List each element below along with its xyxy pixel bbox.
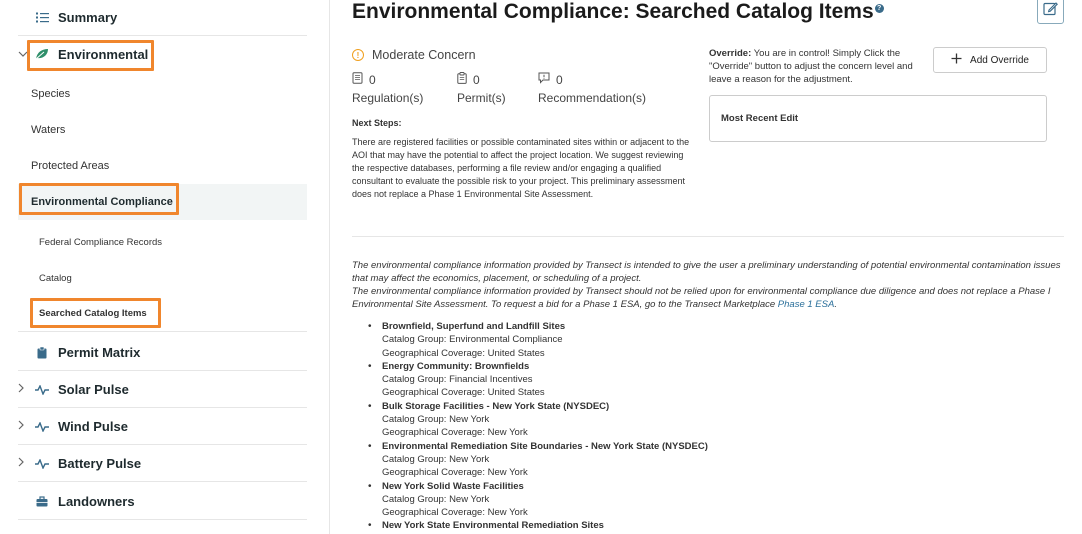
divider [352, 236, 1064, 237]
catalog-item [366, 480, 708, 520]
sidebar-item-label: Environmental [58, 46, 149, 62]
add-override-label: Add Override [970, 54, 1029, 66]
permits-label: Permit(s) [457, 91, 506, 105]
sidebar-item-waters[interactable] [18, 112, 307, 148]
briefcase-icon [34, 494, 50, 510]
catalog-item-coverage: Geographical Coverage: New York [382, 427, 528, 439]
sidebar-item-label: Wind Pulse [58, 419, 128, 434]
catalog-item-coverage: Geographical Coverage: United States [382, 347, 545, 359]
next-steps-text: There are registered facilities or possible contaminated sites within or adjacent to the AOI that may have the potential to affect the project location. We suggest reviewing the respective databases, performing a file review and/or engaging a qualified consultant to evaluate the possible risk to your project. This preliminary assessment does not replace a Phase 1 Environmental Site Assessment. [352, 137, 690, 199]
sidebar-item-federal-compliance-records[interactable] [18, 224, 307, 260]
warning-icon: ! [352, 49, 364, 61]
sidebar-item-summary[interactable] [18, 0, 307, 36]
catalog-item-coverage: Geographical Coverage: New York [382, 467, 528, 479]
catalog-item-name: • New York Solid Waste Facilities [382, 480, 524, 492]
edit-icon [1043, 1, 1058, 21]
edit-button[interactable] [1037, 0, 1064, 24]
recommendations-label: Recommendation(s) [538, 91, 647, 105]
chevron-right-icon[interactable] [18, 457, 28, 470]
clipboard-icon [34, 345, 50, 361]
comment-icon [538, 72, 550, 87]
most-recent-edit-label: Most Recent Edit [721, 113, 799, 124]
catalog-item [366, 400, 708, 440]
sidebar-item-permit-matrix[interactable] [18, 335, 307, 371]
override-info [709, 47, 927, 86]
catalog-item-name: • Bulk Storage Facilities - New York State (NYSDEC) [382, 400, 610, 412]
catalog-item-name: • Energy Community: Brownfields [382, 360, 530, 372]
override-text: You are in control! Simply Click the "Override" button to adjust the concern level and leave a reason for the adjustment. [709, 48, 913, 85]
next-steps-heading: Next Steps: [352, 118, 402, 128]
catalog-item-group: Catalog Group: Environmental Compliance [382, 334, 563, 346]
add-override-button[interactable] [933, 47, 1047, 73]
sidebar-item-protected-areas[interactable] [18, 148, 307, 184]
catalog-item [366, 440, 708, 480]
catalog-item-group: Catalog Group: New York [382, 453, 490, 465]
catalog-item-group: Catalog Group: New York [382, 414, 490, 426]
most-recent-edit-panel [709, 95, 1047, 142]
list-icon [34, 10, 50, 26]
disclaimer-end: . [834, 299, 837, 310]
clipboard-icon [457, 72, 467, 87]
catalog-item-name: • Brownfield, Superfund and Landfill Sites [382, 321, 566, 332]
sidebar-item-environmental-compliance[interactable] [18, 184, 307, 220]
recommendations-stat [538, 72, 646, 105]
phase-1-esa-link[interactable]: Phase 1 ESA [777, 299, 835, 310]
regulations-count: 0 [369, 72, 376, 87]
sidebar-item-label: Federal Compliance Records [39, 236, 163, 248]
sidebar-item-landowners[interactable] [18, 484, 307, 520]
recommendations-count: 0 [556, 72, 563, 87]
catalog-item-coverage: Geographical Coverage: New York [382, 507, 528, 519]
regulations-stat [352, 72, 423, 105]
override-label: Override: [709, 48, 752, 59]
plus-icon [951, 53, 962, 67]
chevron-right-icon[interactable] [18, 383, 28, 396]
catalog-item-name: • New York State Environmental Remediation Sites [382, 520, 604, 532]
disclaimer-text: The environmental compliance information provided by Transect should not be relied upon for environmental compliance due diligence and does not replace a Phase I Environmental Site Assessment. To request a bid for a Phase 1 ESA, go to the Transect Marketplace [352, 286, 1051, 310]
catalog-item [366, 519, 708, 532]
book-icon [352, 72, 363, 87]
concern-text: Moderate Concern [372, 48, 476, 62]
chevron-down-icon[interactable] [18, 48, 28, 60]
sidebar-item-species[interactable] [18, 76, 307, 112]
disclaimer [352, 259, 1064, 311]
sidebar-item-label: Battery Pulse [58, 456, 142, 471]
sidebar-item-catalog[interactable] [18, 260, 307, 296]
sidebar-item-wind-pulse[interactable] [18, 409, 307, 445]
sidebar-item-label: Landowners [58, 494, 135, 509]
sidebar-item-label: Species [31, 88, 71, 100]
concern-level [352, 48, 476, 62]
disclaimer-line-1: The environmental compliance information provided by Transect is intended to give the user a preliminary understanding of potential environmental contamination issues that may affect the economics, placement, or scheduling of a project. [352, 260, 1061, 284]
sidebar-item-label: Searched Catalog Items [39, 308, 147, 319]
help-icon[interactable]: ? [875, 4, 884, 13]
leaf-icon [34, 46, 50, 62]
permits-stat [457, 72, 506, 105]
sidebar-item-searched-catalog-items[interactable] [18, 296, 307, 332]
sidebar-item-battery-pulse[interactable] [18, 446, 307, 482]
chevron-right-icon[interactable] [18, 420, 28, 433]
sidebar-item-label: Summary [58, 10, 118, 25]
catalog-item-group: Catalog Group: Financial Incentives [382, 374, 533, 386]
pulse-icon [34, 382, 50, 398]
catalog-items-list [366, 320, 708, 533]
sidebar-item-label: Environmental Compliance [31, 196, 173, 208]
sidebar-item-environmental[interactable] [18, 36, 307, 72]
sidebar-item-label: Catalog [39, 272, 72, 284]
regulations-label: Regulation(s) [352, 91, 424, 105]
sidebar-item-label: Permit Matrix [58, 345, 141, 360]
permits-count: 0 [473, 72, 480, 87]
pulse-icon [34, 456, 50, 472]
page-title [352, 0, 884, 24]
page-title-text: Environmental Compliance: Searched Catalog Items [352, 0, 874, 23]
pulse-icon [34, 419, 50, 435]
catalog-item [366, 320, 708, 360]
sidebar-item-label: Protected Areas [31, 160, 110, 172]
disclaimer-line-2 [352, 285, 1064, 311]
sidebar-item-label: Waters [31, 124, 66, 136]
catalog-item-group: Catalog Group: New York [382, 493, 490, 505]
catalog-item-name: • Environmental Remediation Site Boundaries - New York State (NYSDEC) [382, 440, 708, 452]
catalog-item [366, 360, 708, 400]
sidebar-item-label: Solar Pulse [58, 382, 129, 397]
sidebar [0, 0, 330, 534]
main-content [352, 0, 1064, 534]
catalog-item-coverage: Geographical Coverage: United States [382, 387, 545, 399]
sidebar-item-solar-pulse[interactable] [18, 372, 307, 408]
